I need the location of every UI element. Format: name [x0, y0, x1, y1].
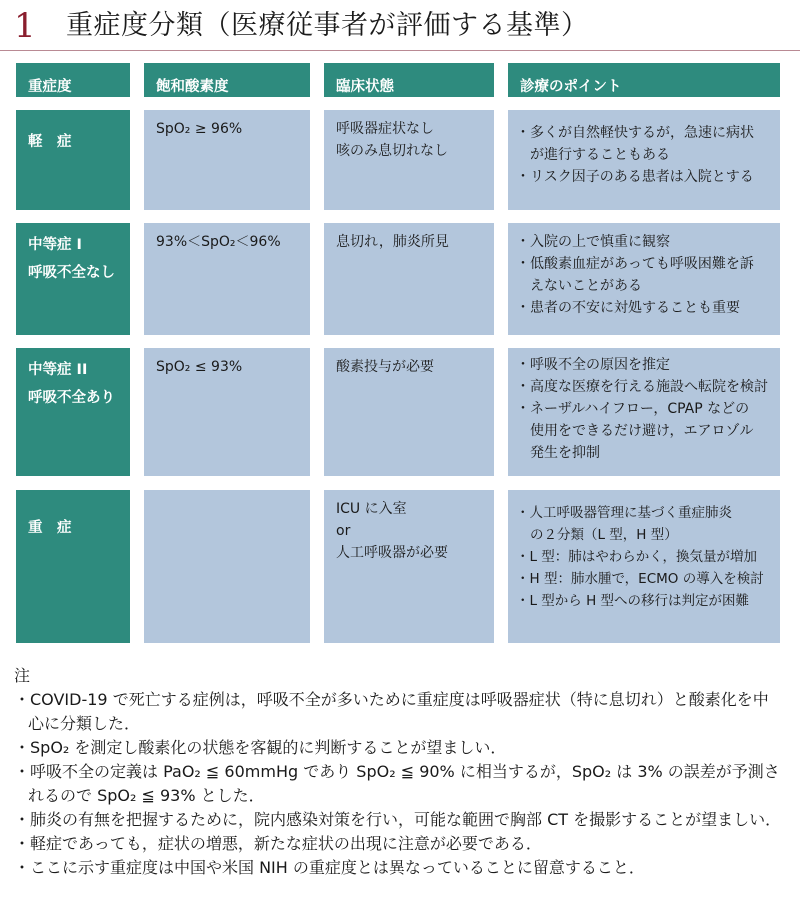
row-spo2-moderate2: [144, 348, 310, 476]
point-line: ・呼吸不全の原因を推定: [516, 357, 670, 373]
title-divider: [0, 50, 800, 51]
severity-label: 重 症: [28, 520, 72, 536]
header-clinical: 臨床状態: [324, 63, 494, 97]
clinical-line: 人工呼吸器が必要: [336, 545, 448, 561]
point-line: えないことがある: [530, 278, 642, 294]
note-line: ・COVID-19 で死亡する症例は，呼吸不全が多いために重症度は呼吸器症状（特に息切れ）と酸素化を中心に分類した．: [14, 690, 769, 733]
row-points-severe: [508, 490, 780, 643]
point-line: ・高度な医療を行える施設へ転院を検討: [516, 379, 768, 395]
point-line: ・L 型：肺はやわらかく，換気量が増加: [516, 549, 758, 565]
severity-label: 中等症 II: [28, 362, 88, 378]
row-clinical-moderate2: [324, 348, 494, 476]
spo2-value: SpO₂ ≤ 93%: [156, 359, 243, 375]
note-line: ・肺炎の有無を把握するために，院内感染対策を行い，可能な範囲で胸部 CT を撮影することが望ましい．: [14, 810, 782, 829]
row-spo2-mild: [144, 110, 310, 210]
severity-label: 中等症 I: [28, 237, 82, 253]
severity-sublabel: 呼吸不全あり: [28, 390, 115, 406]
row-clinical-mild: [324, 110, 494, 210]
note-line: ・軽症であっても，症状の増悪，新たな症状の出現に注意が必要である．: [14, 834, 542, 853]
header-severity: 重症度: [16, 63, 130, 97]
row-points-moderate1: [508, 223, 780, 335]
point-line: ・多くが自然軽快するが，急速に病状: [516, 125, 754, 141]
notes-title: 注: [14, 666, 31, 685]
row-severity-moderate2: [16, 348, 130, 476]
row-points-moderate2: [508, 348, 780, 476]
row-clinical-moderate1: [324, 223, 494, 335]
spo2-value: SpO₂ ≥ 96%: [156, 121, 243, 137]
point-line: ・L 型から H 型への移行は判定が困難: [516, 593, 750, 609]
clinical-line: or: [336, 523, 351, 539]
row-spo2-severe: [144, 490, 310, 643]
point-line: の２分類（L 型，H 型）: [530, 527, 678, 543]
note-line: ・ここに示す重症度は中国や米国 NIH の重症度とは異なっていることに留意すること．: [14, 858, 645, 877]
row-spo2-moderate1: [144, 223, 310, 335]
page-title: 重症度分類（医療従事者が評価する基準）: [66, 10, 589, 41]
point-line: ・患者の不安に対処することも重要: [516, 300, 740, 316]
row-clinical-severe: [324, 490, 494, 643]
point-line: が進行することもある: [530, 147, 670, 163]
clinical-line: ICU に入室: [336, 501, 407, 517]
note-line: ・SpO₂ を測定し酸素化の状態を客観的に判断することが望ましい．: [14, 738, 507, 757]
point-line: ・入院の上で慎重に観察: [516, 234, 670, 250]
spo2-value: 93%＜SpO₂＜96%: [156, 234, 281, 250]
clinical-line: 呼吸器症状なし: [336, 121, 434, 137]
header-points: 診療のポイント: [508, 63, 780, 97]
title-bar: [0, 0, 800, 52]
clinical-line: 咳のみ息切れなし: [336, 143, 448, 159]
clinical-line: 息切れ，肺炎所見: [336, 234, 449, 250]
point-line: ・ネーザルハイフロー，CPAP などの: [516, 401, 750, 417]
row-severity-moderate1: [16, 223, 130, 335]
point-line: 発生を抑制: [530, 445, 600, 461]
row-points-mild: [508, 110, 780, 210]
point-line: ・低酸素血症があっても呼吸困難を訴: [516, 256, 754, 272]
section-number: 1: [14, 6, 36, 46]
row-severity-severe: [16, 490, 130, 643]
point-line: ・リスク因子のある患者は入院とする: [516, 169, 754, 185]
point-line: 使用をできるだけ避け，エアロゾル: [530, 423, 754, 439]
note-line: ・呼吸不全の定義は PaO₂ ≦ 60mmHg であり SpO₂ ≦ 90% に相当するが，SpO₂ は 3% の誤差が予測されるので SpO₂ ≦ 93% とした．: [14, 762, 780, 805]
severity-label: 軽 症: [28, 134, 72, 150]
severity-sublabel: 呼吸不全なし: [28, 265, 115, 281]
notes-section: [14, 664, 784, 880]
point-line: ・人工呼吸器管理に基づく重症肺炎: [516, 505, 732, 521]
clinical-line: 酸素投与が必要: [336, 359, 434, 375]
point-line: ・H 型：肺水腫で，ECMO の導入を検討: [516, 571, 764, 587]
header-spo2: 飽和酸素度: [144, 63, 310, 97]
row-severity-mild: [16, 110, 130, 210]
